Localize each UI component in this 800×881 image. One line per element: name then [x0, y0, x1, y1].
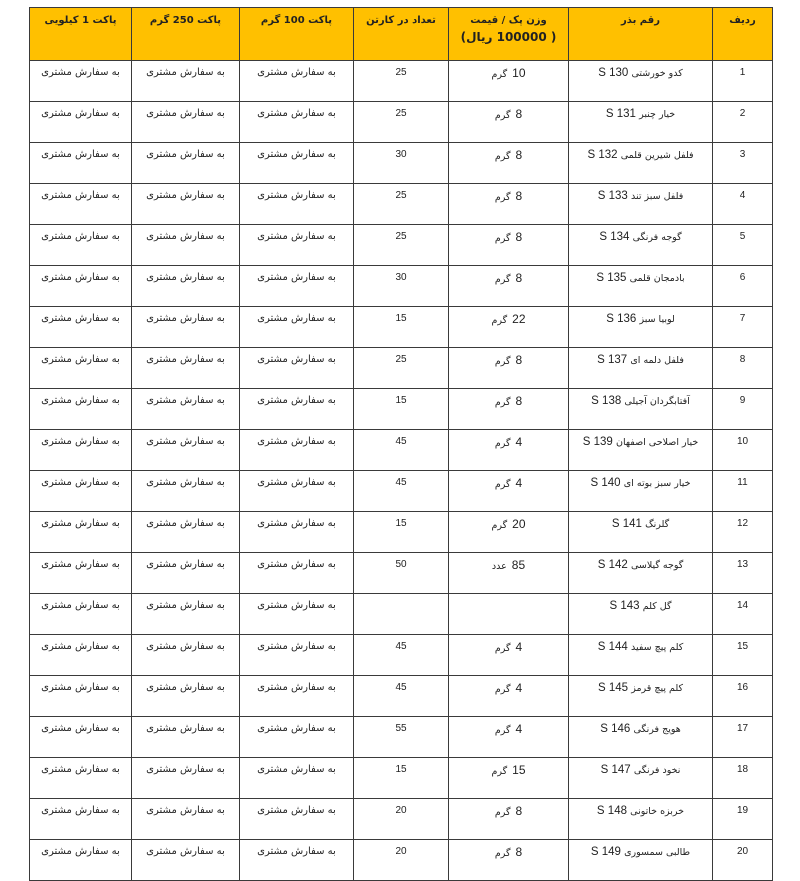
variety-name: لوبیا سبز	[639, 314, 675, 325]
variety-code: 146 S	[600, 723, 631, 735]
weight-value: 4	[515, 435, 523, 449]
header-pack-100g: پاکت 100 گرم	[240, 8, 354, 61]
variety-code: 138 S	[591, 395, 622, 407]
cell-weight	[449, 184, 569, 225]
weight-unit: گرم	[494, 725, 511, 736]
variety-name: هویج فرنگی	[633, 724, 681, 735]
weight-unit: گرم	[494, 192, 511, 203]
cell-pack-100g: به سفارش مشتری	[240, 143, 354, 184]
weight-unit: گرم	[494, 807, 511, 818]
cell-pack-250g: به سفارش مشتری	[132, 635, 240, 676]
table-row	[30, 307, 773, 348]
table-row	[30, 348, 773, 389]
cell-pack-1kg: به سفارش مشتری	[30, 225, 132, 266]
cell-weight	[449, 635, 569, 676]
variety-code: 142 S	[597, 559, 628, 571]
weight-value: 8	[515, 804, 523, 818]
cell-row-no: 6	[713, 266, 773, 307]
cell-pack-1kg: به سفارش مشتری	[30, 512, 132, 553]
variety-name: فلفل شیرین قلمی	[620, 150, 694, 161]
weight-value: 4	[515, 681, 523, 695]
variety-code: 149 S	[590, 846, 621, 858]
cell-pack-1kg: به سفارش مشتری	[30, 553, 132, 594]
cell-row-no: 4	[713, 184, 773, 225]
cell-pack-250g: به سفارش مشتری	[132, 799, 240, 840]
header-weight-price	[449, 8, 569, 61]
variety-code: 141 S	[611, 518, 642, 530]
seed-price-table	[29, 7, 773, 881]
cell-pack-100g: به سفارش مشتری	[240, 471, 354, 512]
cell-carton-count: 50	[354, 553, 449, 594]
variety-name: گوجه فرنگی	[632, 232, 682, 243]
table-row	[30, 471, 773, 512]
weight-unit: عدد	[491, 561, 507, 572]
weight-unit: گرم	[494, 397, 511, 408]
weight-value: 8	[515, 845, 523, 859]
cell-pack-1kg: به سفارش مشتری	[30, 471, 132, 512]
cell-carton-count: 45	[354, 471, 449, 512]
cell-carton-count: 20	[354, 799, 449, 840]
weight-unit: گرم	[494, 479, 511, 490]
table-row	[30, 840, 773, 881]
cell-pack-100g: به سفارش مشتری	[240, 635, 354, 676]
table-row	[30, 594, 773, 635]
cell-row-no: 5	[713, 225, 773, 266]
cell-pack-250g: به سفارش مشتری	[132, 389, 240, 430]
cell-variety	[569, 594, 713, 635]
weight-value: 10	[512, 66, 526, 80]
cell-carton-count: 25	[354, 102, 449, 143]
cell-pack-1kg: به سفارش مشتری	[30, 307, 132, 348]
cell-carton-count: 45	[354, 430, 449, 471]
variety-name: نخود فرنگی	[633, 765, 681, 776]
cell-row-no: 9	[713, 389, 773, 430]
cell-pack-250g: به سفارش مشتری	[132, 430, 240, 471]
cell-row-no: 10	[713, 430, 773, 471]
table-row	[30, 758, 773, 799]
cell-row-no: 18	[713, 758, 773, 799]
cell-weight	[449, 676, 569, 717]
variety-code: 143 S	[609, 600, 640, 612]
variety-name: فلفل سبز تند	[630, 191, 684, 202]
weight-value: 85	[511, 558, 526, 572]
cell-pack-100g: به سفارش مشتری	[240, 266, 354, 307]
cell-carton-count: 15	[354, 389, 449, 430]
cell-carton-count: 15	[354, 512, 449, 553]
cell-row-no: 15	[713, 635, 773, 676]
cell-weight	[449, 471, 569, 512]
variety-name: بادمجان قلمی	[629, 273, 685, 284]
cell-carton-count: 30	[354, 143, 449, 184]
cell-row-no: 13	[713, 553, 773, 594]
variety-code: 132 S	[587, 149, 618, 161]
cell-row-no: 1	[713, 61, 773, 102]
cell-pack-250g: به سفارش مشتری	[132, 758, 240, 799]
cell-carton-count	[354, 594, 449, 635]
cell-row-no: 3	[713, 143, 773, 184]
cell-pack-1kg: به سفارش مشتری	[30, 143, 132, 184]
variety-name: خیار سبز بوته ای	[623, 478, 691, 489]
cell-carton-count: 25	[354, 61, 449, 102]
cell-pack-100g: به سفارش مشتری	[240, 553, 354, 594]
cell-weight	[449, 430, 569, 471]
cell-pack-100g: به سفارش مشتری	[240, 102, 354, 143]
table-row	[30, 512, 773, 553]
cell-row-no: 14	[713, 594, 773, 635]
weight-unit: گرم	[494, 274, 511, 285]
cell-variety	[569, 102, 713, 143]
cell-pack-100g: به سفارش مشتری	[240, 594, 354, 635]
cell-weight	[449, 840, 569, 881]
variety-code: 135 S	[596, 272, 627, 284]
cell-pack-100g: به سفارش مشتری	[240, 348, 354, 389]
cell-carton-count: 25	[354, 348, 449, 389]
cell-pack-250g: به سفارش مشتری	[132, 676, 240, 717]
cell-row-no: 12	[713, 512, 773, 553]
variety-name: گلرنگ	[645, 519, 670, 530]
table-row	[30, 553, 773, 594]
cell-pack-250g: به سفارش مشتری	[132, 307, 240, 348]
cell-pack-250g: به سفارش مشتری	[132, 553, 240, 594]
weight-value: 4	[515, 640, 523, 654]
table-row	[30, 635, 773, 676]
table-row	[30, 389, 773, 430]
cell-pack-1kg: به سفارش مشتری	[30, 430, 132, 471]
cell-weight	[449, 717, 569, 758]
table-row	[30, 102, 773, 143]
cell-row-no: 8	[713, 348, 773, 389]
table-row	[30, 266, 773, 307]
weight-unit: گرم	[494, 643, 511, 654]
cell-variety	[569, 512, 713, 553]
header-variety: رقم بذر	[569, 8, 713, 61]
weight-unit: گرم	[491, 520, 508, 531]
variety-code: 130 S	[598, 67, 629, 79]
cell-row-no: 19	[713, 799, 773, 840]
table-row	[30, 717, 773, 758]
cell-pack-100g: به سفارش مشتری	[240, 758, 354, 799]
variety-code: 148 S	[596, 805, 627, 817]
cell-weight	[449, 307, 569, 348]
cell-carton-count: 20	[354, 840, 449, 881]
weight-value: 4	[515, 476, 523, 490]
cell-weight	[449, 512, 569, 553]
variety-name: خربزه خاتونی	[630, 806, 685, 817]
cell-pack-250g: به سفارش مشتری	[132, 840, 240, 881]
weight-unit: گرم	[494, 233, 511, 244]
cell-variety	[569, 61, 713, 102]
cell-weight	[449, 594, 569, 635]
header-row-no: ردیف	[713, 8, 773, 61]
weight-value: 8	[515, 394, 523, 408]
cell-carton-count: 30	[354, 266, 449, 307]
cell-variety	[569, 840, 713, 881]
cell-weight	[449, 61, 569, 102]
table-body	[30, 61, 773, 881]
weight-value: 15	[512, 763, 526, 777]
cell-pack-250g: به سفارش مشتری	[132, 184, 240, 225]
cell-variety	[569, 430, 713, 471]
cell-carton-count: 15	[354, 307, 449, 348]
cell-pack-100g: به سفارش مشتری	[240, 512, 354, 553]
cell-pack-250g: به سفارش مشتری	[132, 717, 240, 758]
variety-code: 131 S	[605, 108, 636, 120]
cell-weight	[449, 348, 569, 389]
header-pack-250g: پاکت 250 گرم	[132, 8, 240, 61]
variety-name: فلفل دلمه ای	[630, 355, 684, 366]
cell-pack-250g: به سفارش مشتری	[132, 143, 240, 184]
cell-carton-count: 15	[354, 758, 449, 799]
weight-unit: گرم	[494, 110, 511, 121]
variety-code: 144 S	[597, 641, 628, 653]
weight-unit: گرم	[494, 356, 511, 367]
cell-pack-250g: به سفارش مشتری	[132, 102, 240, 143]
cell-weight	[449, 143, 569, 184]
weight-unit: گرم	[494, 151, 511, 162]
cell-variety	[569, 635, 713, 676]
variety-name: گوجه گیلاسی	[630, 560, 684, 571]
variety-code: 136 S	[606, 313, 637, 325]
weight-unit: گرم	[494, 848, 511, 859]
variety-name: کلم پیچ قرمز	[631, 683, 684, 694]
cell-variety	[569, 225, 713, 266]
cell-pack-1kg: به سفارش مشتری	[30, 102, 132, 143]
cell-row-no: 2	[713, 102, 773, 143]
cell-pack-1kg: به سفارش مشتری	[30, 635, 132, 676]
variety-code: 133 S	[597, 190, 628, 202]
weight-unit: گرم	[494, 684, 511, 695]
cell-row-no: 17	[713, 717, 773, 758]
cell-row-no: 20	[713, 840, 773, 881]
variety-name: طالبی سمسوری	[624, 847, 691, 858]
cell-pack-100g: به سفارش مشتری	[240, 225, 354, 266]
weight-value: 8	[515, 107, 523, 121]
cell-pack-250g: به سفارش مشتری	[132, 348, 240, 389]
weight-value: 22	[512, 312, 526, 326]
table-row	[30, 61, 773, 102]
weight-value: 8	[515, 230, 523, 244]
cell-carton-count: 25	[354, 184, 449, 225]
cell-variety	[569, 307, 713, 348]
cell-carton-count: 45	[354, 676, 449, 717]
cell-pack-1kg: به سفارش مشتری	[30, 266, 132, 307]
variety-code: 139 S	[582, 436, 613, 448]
cell-pack-250g: به سفارش مشتری	[132, 266, 240, 307]
table-row	[30, 430, 773, 471]
variety-name: خیار اصلاحی اصفهان	[616, 437, 699, 448]
variety-code: 137 S	[597, 354, 628, 366]
cell-weight	[449, 389, 569, 430]
cell-weight	[449, 266, 569, 307]
cell-pack-100g: به سفارش مشتری	[240, 389, 354, 430]
cell-variety	[569, 799, 713, 840]
variety-code: 147 S	[600, 764, 631, 776]
table-row	[30, 799, 773, 840]
cell-carton-count: 45	[354, 635, 449, 676]
cell-pack-100g: به سفارش مشتری	[240, 430, 354, 471]
cell-weight	[449, 553, 569, 594]
cell-pack-100g: به سفارش مشتری	[240, 61, 354, 102]
weight-value: 8	[515, 189, 523, 203]
cell-pack-1kg: به سفارش مشتری	[30, 799, 132, 840]
variety-name: گل کلم	[642, 601, 672, 612]
variety-name: آفتابگردان آجیلی	[624, 396, 690, 407]
cell-pack-250g: به سفارش مشتری	[132, 594, 240, 635]
cell-pack-100g: به سفارش مشتری	[240, 799, 354, 840]
cell-variety	[569, 389, 713, 430]
cell-weight	[449, 758, 569, 799]
cell-pack-250g: به سفارش مشتری	[132, 225, 240, 266]
cell-variety	[569, 676, 713, 717]
cell-variety	[569, 471, 713, 512]
cell-variety	[569, 348, 713, 389]
cell-pack-1kg: به سفارش مشتری	[30, 184, 132, 225]
header-weight-price-line1: وزن پک / قیمت	[470, 15, 547, 26]
cell-weight	[449, 225, 569, 266]
cell-pack-100g: به سفارش مشتری	[240, 307, 354, 348]
weight-unit: گرم	[491, 766, 508, 777]
cell-pack-1kg: به سفارش مشتری	[30, 389, 132, 430]
cell-pack-1kg: به سفارش مشتری	[30, 840, 132, 881]
cell-variety	[569, 266, 713, 307]
cell-pack-1kg: به سفارش مشتری	[30, 348, 132, 389]
header-weight-price-line2: ( 100000 ریال)	[460, 30, 557, 44]
weight-unit: گرم	[491, 69, 508, 80]
variety-name: خیار چنبر	[639, 109, 676, 120]
cell-carton-count: 25	[354, 225, 449, 266]
cell-carton-count: 55	[354, 717, 449, 758]
table-row	[30, 225, 773, 266]
cell-pack-1kg: به سفارش مشتری	[30, 717, 132, 758]
cell-pack-250g: به سفارش مشتری	[132, 61, 240, 102]
variety-code: 140 S	[590, 477, 621, 489]
variety-code: 134 S	[599, 231, 630, 243]
cell-variety	[569, 717, 713, 758]
weight-unit: گرم	[491, 315, 508, 326]
weight-value: 8	[515, 148, 523, 162]
cell-pack-250g: به سفارش مشتری	[132, 471, 240, 512]
weight-value: 4	[515, 722, 523, 736]
weight-value: 8	[515, 353, 523, 367]
cell-pack-1kg: به سفارش مشتری	[30, 61, 132, 102]
table-header-row	[30, 8, 773, 61]
variety-code: 145 S	[597, 682, 629, 694]
cell-pack-1kg: به سفارش مشتری	[30, 758, 132, 799]
cell-row-no: 16	[713, 676, 773, 717]
cell-variety	[569, 184, 713, 225]
cell-pack-250g: به سفارش مشتری	[132, 512, 240, 553]
weight-unit: گرم	[494, 438, 511, 449]
cell-pack-1kg: به سفارش مشتری	[30, 676, 132, 717]
table-row	[30, 676, 773, 717]
variety-name: کدو خورشتی	[631, 68, 683, 79]
weight-value: 20	[512, 517, 526, 531]
cell-row-no: 11	[713, 471, 773, 512]
header-pack-1kg: پاکت 1 کیلویی	[30, 8, 132, 61]
cell-pack-100g: به سفارش مشتری	[240, 717, 354, 758]
cell-variety	[569, 143, 713, 184]
cell-variety	[569, 553, 713, 594]
table-row	[30, 184, 773, 225]
weight-value: 8	[515, 271, 523, 285]
cell-pack-100g: به سفارش مشتری	[240, 840, 354, 881]
header-carton-count: تعداد در کارتن	[354, 8, 449, 61]
cell-variety	[569, 758, 713, 799]
table-row	[30, 143, 773, 184]
cell-weight	[449, 102, 569, 143]
cell-pack-100g: به سفارش مشتری	[240, 184, 354, 225]
cell-pack-100g: به سفارش مشتری	[240, 676, 354, 717]
cell-weight	[449, 799, 569, 840]
cell-row-no: 7	[713, 307, 773, 348]
variety-name: کلم پیچ سفید	[630, 642, 684, 653]
cell-pack-1kg: به سفارش مشتری	[30, 594, 132, 635]
